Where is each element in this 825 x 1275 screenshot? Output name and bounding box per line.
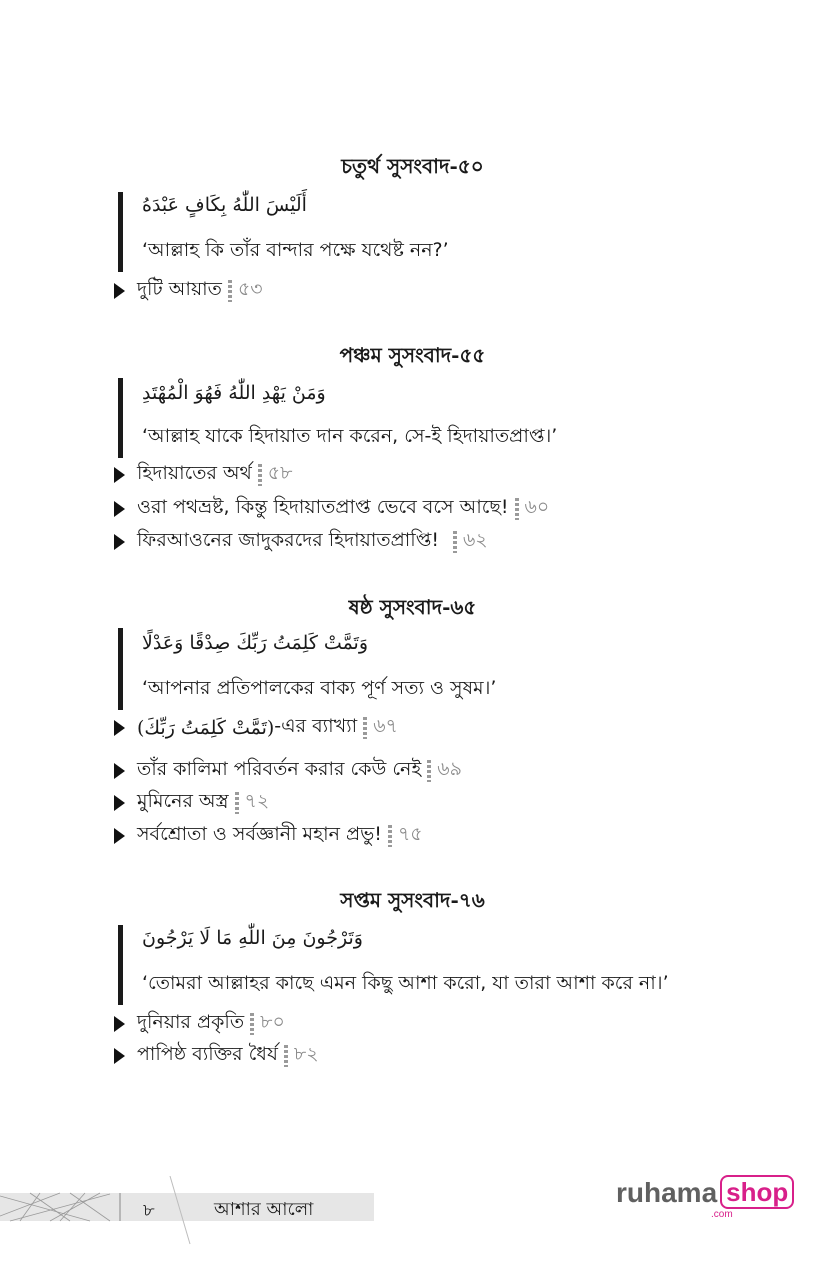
quote-block <box>118 628 718 710</box>
toc-page-number: ৫৮ <box>267 462 293 484</box>
toc-page-number: ৬৭ <box>373 715 398 737</box>
triangle-right-icon <box>114 828 125 844</box>
quote-block <box>118 378 718 458</box>
section-title: ষষ্ঠ সুসংবাদ-৬৫ <box>348 595 477 619</box>
triangle-right-icon <box>114 501 125 517</box>
toc-page-number: ৬০ <box>524 496 550 518</box>
toc-item-label: ফিরআওনের জাদুকরদের হিদায়াতপ্রাপ্তি! <box>137 529 439 551</box>
verse-translation: ‘আল্লাহ কি তাঁর বান্দার পক্ষে যথেষ্ট নন?’ <box>142 239 449 261</box>
toc-item[interactable] <box>114 756 462 786</box>
arabic-verse: أَلَيْسَ اللّٰهُ بِكَافٍ عَبْدَهُ <box>142 194 307 216</box>
toc-item[interactable] <box>114 1041 319 1071</box>
toc-item-label: মুমিনের অস্ত্র <box>137 790 229 812</box>
toc-item-label: দুনিয়ার প্রকৃতি <box>137 1011 245 1033</box>
toc-item-label: হিদায়াতের অর্থ <box>137 462 252 484</box>
toc-item[interactable] <box>114 788 269 818</box>
quote-bar <box>118 192 123 272</box>
toc-page-number: ৬৯ <box>437 758 462 780</box>
dotted-separator-icon <box>453 531 457 553</box>
dotted-separator-icon <box>363 717 367 739</box>
toc-item[interactable] <box>114 713 398 743</box>
toc-item[interactable] <box>114 494 549 524</box>
footer-hatch-decoration <box>0 1176 200 1246</box>
triangle-right-icon <box>114 283 125 299</box>
dotted-separator-icon <box>515 498 519 520</box>
footer-page-number: ৮ <box>143 1200 155 1221</box>
toc-item[interactable] <box>114 460 292 490</box>
dotted-separator-icon <box>284 1045 288 1067</box>
toc-item-label: সর্বশ্রোতা ও সর্বজ্ঞানী মহান প্রভু! <box>137 823 382 845</box>
toc-page-number: ৮০ <box>260 1011 285 1033</box>
triangle-right-icon <box>114 720 125 736</box>
section-title: সপ্তম সুসংবাদ-৭৬ <box>340 888 485 912</box>
quote-bar <box>118 628 123 710</box>
toc-item-label: -এর ব্যাখ্যা <box>274 715 358 737</box>
triangle-right-icon <box>114 1016 125 1032</box>
dotted-separator-icon <box>427 760 431 782</box>
toc-item[interactable] <box>114 527 488 557</box>
toc-page-number: ৫৩ <box>237 278 263 300</box>
dotted-separator-icon <box>388 825 392 847</box>
logo-domain-text: .com <box>711 1209 733 1220</box>
quote-bar <box>118 378 123 458</box>
verse-translation: ‘তোমরা আল্লাহর কাছে এমন কিছু আশা করো, যা তারা আশা করে না।’ <box>142 972 669 994</box>
triangle-right-icon <box>114 795 125 811</box>
verse-translation: ‘আপনার প্রতিপালকের বাক্য পূর্ণ সত্য ও সুষম।’ <box>142 677 497 699</box>
toc-page-number: ৮২ <box>293 1043 319 1065</box>
arabic-verse: وَتَمَّتْ كَلِمَتُ رَبِّكَ صِدْقًا وَعَدْلًا <box>142 632 369 654</box>
quote-block <box>118 925 718 1005</box>
triangle-right-icon <box>114 534 125 550</box>
triangle-right-icon <box>114 467 125 483</box>
toc-item[interactable] <box>114 821 423 851</box>
arabic-verse: وَمَنْ يَهْدِ اللّٰهُ فَهُوَ الْمُهْتَدِ <box>142 382 326 404</box>
ruhamashop-logo[interactable] <box>616 1175 794 1215</box>
arabic-verse: وَتَرْجُونَ مِنَ اللّٰهِ مَا لَا يَرْجُونَ <box>142 927 363 949</box>
section-title: পঞ্চম সুসংবাদ-৫৫ <box>339 343 486 367</box>
toc-item-label: তাঁর কালিমা পরিবর্তন করার কেউ নেই <box>137 758 422 780</box>
toc-item-label: ওরা পথভ্রষ্ট, কিন্তু হিদায়াতপ্রাপ্ত ভেবে বসে আছে! <box>137 496 509 518</box>
toc-page-number: ৬২ <box>462 529 488 551</box>
section-title: চতুর্থ সুসংবাদ-৫০ <box>341 154 484 178</box>
triangle-right-icon <box>114 1048 125 1064</box>
dotted-separator-icon <box>235 792 239 814</box>
dotted-separator-icon <box>250 1013 254 1035</box>
toc-page-number: ৭৫ <box>397 823 423 845</box>
toc-item-arabic-label: (تَمَّتْ كَلِمَتُ رَبِّكَ) <box>137 717 275 739</box>
logo-brand-text: ruhama <box>616 1177 718 1208</box>
triangle-right-icon <box>114 763 125 779</box>
dotted-separator-icon <box>258 464 262 486</box>
toc-page-number: ৭২ <box>244 790 270 812</box>
logo-shop-text: shop <box>720 1175 794 1209</box>
verse-translation: ‘আল্লাহ যাকে হিদায়াত দান করেন, সে-ই হিদায়াতপ্রাপ্ত।’ <box>142 425 558 447</box>
quote-block <box>118 192 718 272</box>
dotted-separator-icon <box>228 280 232 302</box>
toc-item-label: পাপিষ্ঠ ব্যক্তির ধৈর্য <box>137 1043 278 1065</box>
toc-item-label: দুটি আয়াত <box>137 278 222 300</box>
toc-item[interactable] <box>114 1009 285 1039</box>
quote-bar <box>118 925 123 1005</box>
toc-item[interactable] <box>114 276 263 306</box>
footer-book-title: আশার আলো <box>214 1199 314 1220</box>
